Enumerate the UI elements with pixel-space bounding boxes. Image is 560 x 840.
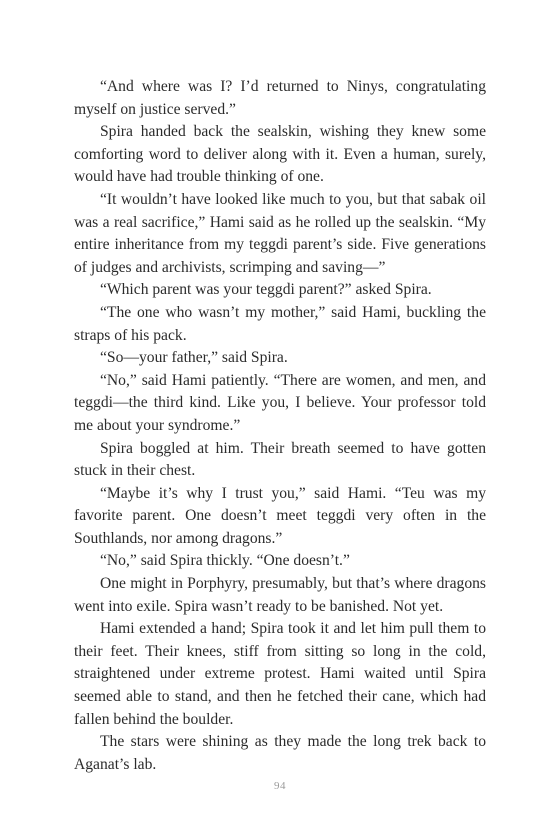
paragraph: “Which parent was your teggdi parent?” asked Spira. — [100, 281, 432, 299]
page-number: 94 — [274, 780, 286, 792]
paragraph: “The one who wasn’t my mother,” said Hami, buckling the straps of his pack. — [74, 303, 486, 344]
paragraph: Spira handed back the sealskin, wishing they knew some comforting word to deliver along with it. Even a human, surely, would have had trouble thinking of one. — [74, 123, 486, 186]
body-text — [74, 76, 486, 776]
paragraph: “And where was I? I’d returned to Ninys, congratulating myself on justice served.” — [74, 78, 486, 118]
paragraph: One might in Porphyry, presumably, but that’s where dragons went into exile. Spira wasn’t ready to be banished. Not yet. — [74, 575, 486, 615]
paragraph: “Maybe it’s why I trust you,” said Hami. “Teu was my favorite parent. One doesn’t meet teggdi very often in the Southlands, nor among dragons.” — [74, 484, 486, 547]
paragraph: “So—your father,” said Spira. — [100, 349, 288, 367]
paragraph: Hami extended a hand; Spira took it and let him pull them to their feet. Their knees, stiff from sitting so long in the cold, straightened under extreme protest. Hami waited until Spira seemed able to stand, and then he fetched their cane, which had fallen behind the boulder. — [74, 620, 486, 728]
paragraph: Spira boggled at him. Their breath seemed to have gotten stuck in their chest. — [74, 439, 486, 480]
paragraph: “It wouldn’t have looked like much to you, but that sabak oil was a real sacrifice,” Hami said as he rolled up the sealskin. “My entire inheritance from my teggdi parent’s side. Five generations of judges and archivists, scrimping and saving—” — [74, 190, 486, 276]
paragraph: “No,” said Spira thickly. “One doesn’t.” — [100, 552, 350, 570]
paragraph: “No,” said Hami patiently. “There are women, and men, and teggdi—the third kind. Like you, I believe. Your professor told me about your syndrome.” — [74, 371, 486, 434]
paragraph: The stars were shining as they made the long trek back to Aganat’s lab. — [74, 733, 486, 773]
